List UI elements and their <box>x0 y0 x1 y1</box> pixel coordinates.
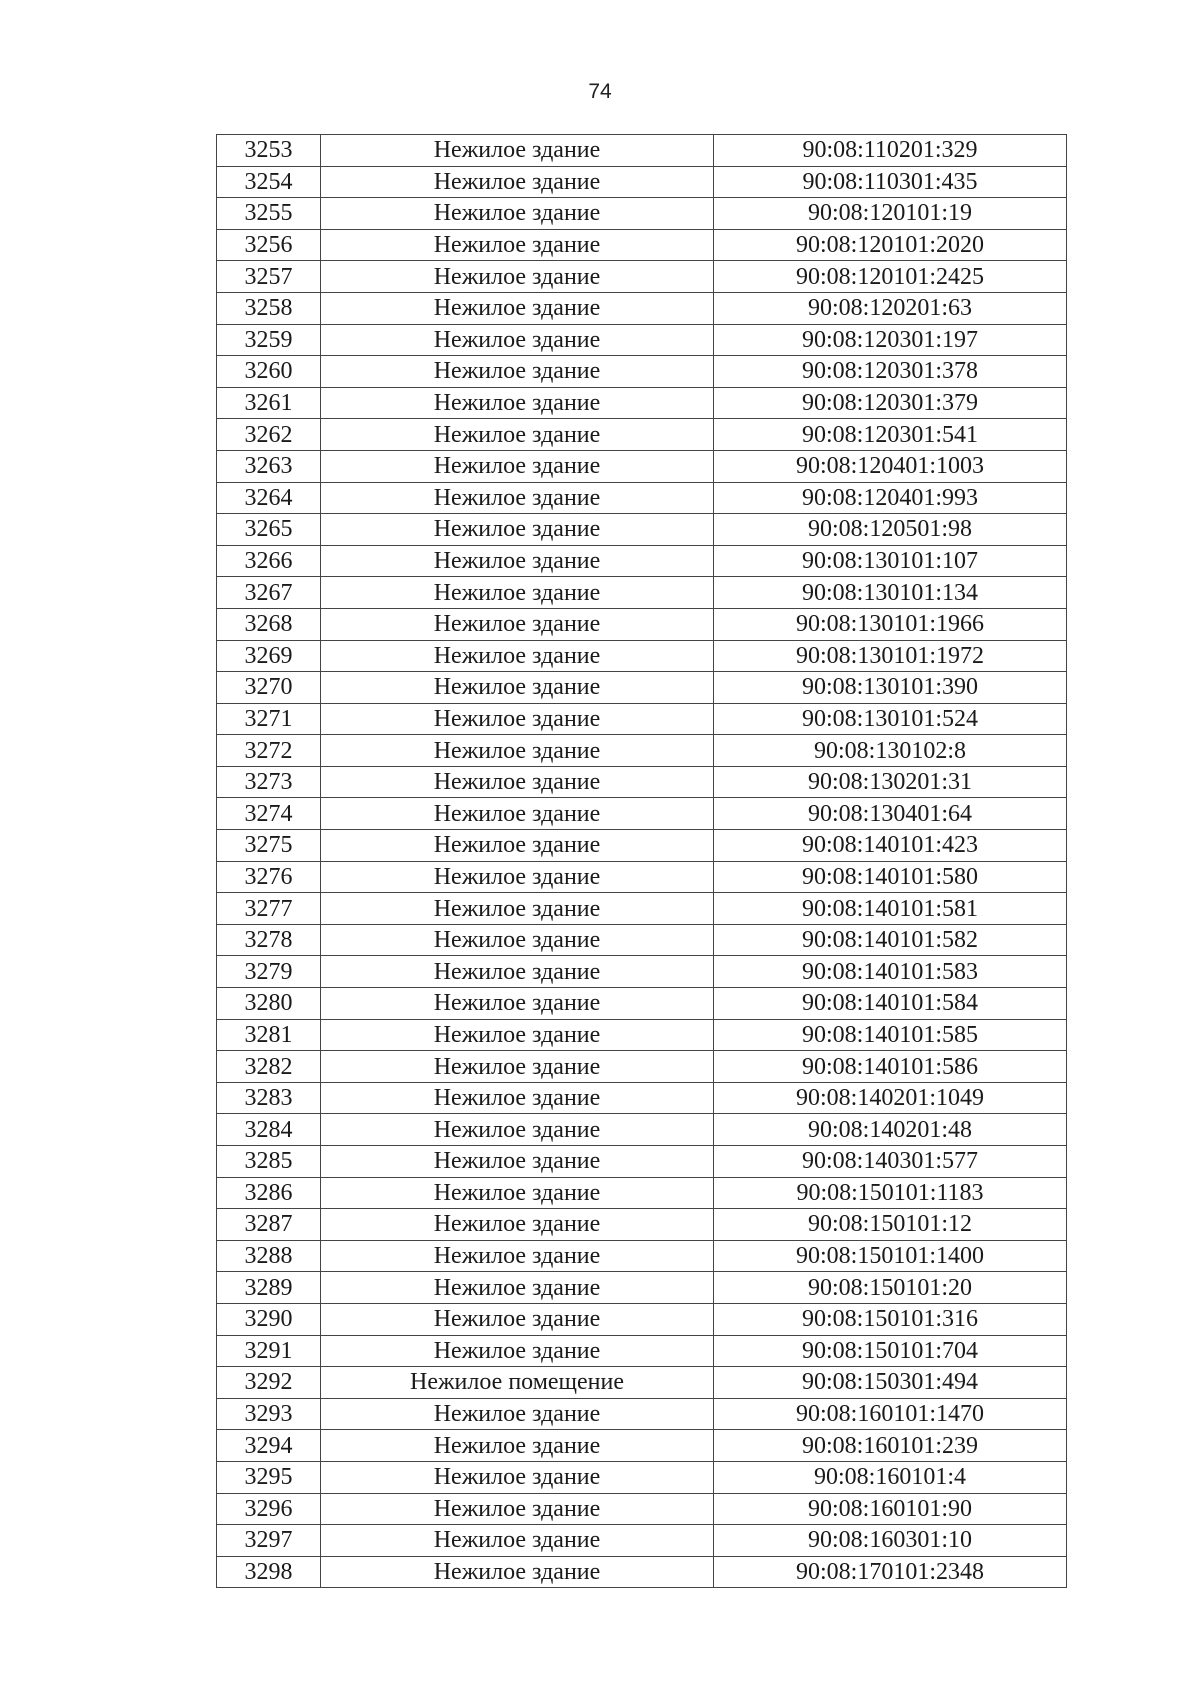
object-type-cell: Нежилое здание <box>321 1146 714 1178</box>
object-type-cell: Нежилое здание <box>321 545 714 577</box>
row-number-cell: 3274 <box>217 798 321 830</box>
table-row <box>217 640 1067 672</box>
row-number-cell: 3256 <box>217 229 321 261</box>
cadastral-number-cell: 90:08:140101:586 <box>714 1051 1067 1083</box>
cadastral-number-cell: 90:08:170101:2348 <box>714 1556 1067 1588</box>
table-row <box>217 1335 1067 1367</box>
row-number-cell: 3292 <box>217 1367 321 1399</box>
object-type-cell: Нежилое здание <box>321 988 714 1020</box>
table-row <box>217 419 1067 451</box>
cadastral-number-cell: 90:08:120301:379 <box>714 387 1067 419</box>
row-number-cell: 3271 <box>217 703 321 735</box>
cadastral-number-cell: 90:08:160301:10 <box>714 1525 1067 1557</box>
table-row <box>217 1240 1067 1272</box>
object-type-cell: Нежилое здание <box>321 387 714 419</box>
cadastral-number-cell: 90:08:150101:1400 <box>714 1240 1067 1272</box>
cadastral-number-cell: 90:08:120401:993 <box>714 482 1067 514</box>
table-row <box>217 387 1067 419</box>
object-type-cell: Нежилое здание <box>321 1525 714 1557</box>
table-row <box>217 1272 1067 1304</box>
row-number-cell: 3282 <box>217 1051 321 1083</box>
row-number-cell: 3253 <box>217 135 321 167</box>
row-number-cell: 3265 <box>217 514 321 546</box>
table-row <box>217 1082 1067 1114</box>
cadastral-number-cell: 90:08:130201:31 <box>714 766 1067 798</box>
row-number-cell: 3291 <box>217 1335 321 1367</box>
object-type-cell: Нежилое здание <box>321 1430 714 1462</box>
row-number-cell: 3281 <box>217 1019 321 1051</box>
object-type-cell: Нежилое здание <box>321 861 714 893</box>
row-number-cell: 3278 <box>217 924 321 956</box>
cadastral-number-cell: 90:08:130101:107 <box>714 545 1067 577</box>
table-row <box>217 229 1067 261</box>
cadastral-number-cell: 90:08:150101:20 <box>714 1272 1067 1304</box>
cadastral-number-cell: 90:08:120301:541 <box>714 419 1067 451</box>
object-type-cell: Нежилое здание <box>321 229 714 261</box>
object-type-cell: Нежилое здание <box>321 324 714 356</box>
row-number-cell: 3279 <box>217 956 321 988</box>
row-number-cell: 3286 <box>217 1177 321 1209</box>
cadastral-number-cell: 90:08:150101:316 <box>714 1303 1067 1335</box>
object-type-cell: Нежилое здание <box>321 356 714 388</box>
row-number-cell: 3255 <box>217 198 321 230</box>
row-number-cell: 3295 <box>217 1461 321 1493</box>
table-row <box>217 135 1067 167</box>
row-number-cell: 3254 <box>217 166 321 198</box>
row-number-cell: 3273 <box>217 766 321 798</box>
table-row <box>217 672 1067 704</box>
table-row <box>217 608 1067 640</box>
cadastral-number-cell: 90:08:110301:435 <box>714 166 1067 198</box>
table-row <box>217 1114 1067 1146</box>
cadastral-number-cell: 90:08:160101:1470 <box>714 1398 1067 1430</box>
row-number-cell: 3263 <box>217 450 321 482</box>
table-row <box>217 482 1067 514</box>
object-type-cell: Нежилое здание <box>321 608 714 640</box>
object-type-cell: Нежилое здание <box>321 1051 714 1083</box>
object-type-cell: Нежилое здание <box>321 893 714 925</box>
table-row <box>217 1493 1067 1525</box>
object-type-cell: Нежилое здание <box>321 956 714 988</box>
object-type-cell: Нежилое здание <box>321 1082 714 1114</box>
cadastral-number-cell: 90:08:120501:98 <box>714 514 1067 546</box>
cadastral-number-cell: 90:08:150101:1183 <box>714 1177 1067 1209</box>
row-number-cell: 3268 <box>217 608 321 640</box>
table-row <box>217 1525 1067 1557</box>
cadastral-number-cell: 90:08:140101:581 <box>714 893 1067 925</box>
table-row <box>217 988 1067 1020</box>
object-type-cell: Нежилое здание <box>321 135 714 167</box>
table-row <box>217 1019 1067 1051</box>
cadastral-number-cell: 90:08:150301:494 <box>714 1367 1067 1399</box>
object-type-cell: Нежилое здание <box>321 419 714 451</box>
cadastral-number-cell: 90:08:110201:329 <box>714 135 1067 167</box>
object-type-cell: Нежилое здание <box>321 1272 714 1304</box>
row-number-cell: 3285 <box>217 1146 321 1178</box>
object-type-cell: Нежилое здание <box>321 1019 714 1051</box>
object-type-cell: Нежилое здание <box>321 166 714 198</box>
object-type-cell: Нежилое здание <box>321 640 714 672</box>
row-number-cell: 3284 <box>217 1114 321 1146</box>
cadastral-number-cell: 90:08:140101:580 <box>714 861 1067 893</box>
row-number-cell: 3258 <box>217 292 321 324</box>
table-row <box>217 514 1067 546</box>
object-type-cell: Нежилое здание <box>321 1493 714 1525</box>
cadastral-number-cell: 90:08:130401:64 <box>714 798 1067 830</box>
cadastral-number-cell: 90:08:140101:423 <box>714 830 1067 862</box>
row-number-cell: 3269 <box>217 640 321 672</box>
cadastral-number-cell: 90:08:140301:577 <box>714 1146 1067 1178</box>
row-number-cell: 3296 <box>217 1493 321 1525</box>
row-number-cell: 3287 <box>217 1209 321 1241</box>
cadastral-number-cell: 90:08:140101:584 <box>714 988 1067 1020</box>
cadastral-number-cell: 90:08:160101:239 <box>714 1430 1067 1462</box>
cadastral-number-cell: 90:08:120101:2020 <box>714 229 1067 261</box>
row-number-cell: 3260 <box>217 356 321 388</box>
object-type-cell: Нежилое здание <box>321 766 714 798</box>
cadastral-number-cell: 90:08:160101:4 <box>714 1461 1067 1493</box>
object-type-cell: Нежилое здание <box>321 1556 714 1588</box>
row-number-cell: 3262 <box>217 419 321 451</box>
cadastral-number-cell: 90:08:120101:19 <box>714 198 1067 230</box>
cadastral-number-cell: 90:08:140101:583 <box>714 956 1067 988</box>
table-row <box>217 1430 1067 1462</box>
cadastral-number-cell: 90:08:150101:12 <box>714 1209 1067 1241</box>
object-type-cell: Нежилое здание <box>321 514 714 546</box>
row-number-cell: 3289 <box>217 1272 321 1304</box>
table-row <box>217 1051 1067 1083</box>
row-number-cell: 3277 <box>217 893 321 925</box>
table-row <box>217 766 1067 798</box>
table-row <box>217 324 1067 356</box>
object-type-cell: Нежилое здание <box>321 1209 714 1241</box>
cadastral-number-cell: 90:08:140101:585 <box>714 1019 1067 1051</box>
object-type-cell: Нежилое здание <box>321 924 714 956</box>
table-row <box>217 1146 1067 1178</box>
table-row <box>217 1398 1067 1430</box>
cadastral-number-cell: 90:08:120301:197 <box>714 324 1067 356</box>
cadastral-number-cell: 90:08:150101:704 <box>714 1335 1067 1367</box>
cadastral-number-cell: 90:08:120201:63 <box>714 292 1067 324</box>
row-number-cell: 3267 <box>217 577 321 609</box>
row-number-cell: 3280 <box>217 988 321 1020</box>
cadastral-number-cell: 90:08:130102:8 <box>714 735 1067 767</box>
cadastral-number-cell: 90:08:140101:582 <box>714 924 1067 956</box>
table-row <box>217 1177 1067 1209</box>
table-row <box>217 1367 1067 1399</box>
object-type-cell: Нежилое здание <box>321 1335 714 1367</box>
table-row <box>217 735 1067 767</box>
object-type-cell: Нежилое здание <box>321 830 714 862</box>
cadastral-number-cell: 90:08:120101:2425 <box>714 261 1067 293</box>
cadastral-number-cell: 90:08:120301:378 <box>714 356 1067 388</box>
row-number-cell: 3272 <box>217 735 321 767</box>
property-table <box>216 134 1067 1588</box>
table-row <box>217 893 1067 925</box>
cadastral-number-cell: 90:08:160101:90 <box>714 1493 1067 1525</box>
table-row <box>217 924 1067 956</box>
object-type-cell: Нежилое здание <box>321 1114 714 1146</box>
row-number-cell: 3293 <box>217 1398 321 1430</box>
table-row <box>217 956 1067 988</box>
object-type-cell: Нежилое здание <box>321 261 714 293</box>
table-row <box>217 1209 1067 1241</box>
object-type-cell: Нежилое помещение <box>321 1367 714 1399</box>
table-row <box>217 798 1067 830</box>
table-row <box>217 1556 1067 1588</box>
object-type-cell: Нежилое здание <box>321 577 714 609</box>
row-number-cell: 3297 <box>217 1525 321 1557</box>
cadastral-number-cell: 90:08:140201:1049 <box>714 1082 1067 1114</box>
object-type-cell: Нежилое здание <box>321 703 714 735</box>
object-type-cell: Нежилое здание <box>321 1303 714 1335</box>
row-number-cell: 3298 <box>217 1556 321 1588</box>
table-row <box>217 703 1067 735</box>
table-row <box>217 166 1067 198</box>
object-type-cell: Нежилое здание <box>321 450 714 482</box>
row-number-cell: 3294 <box>217 1430 321 1462</box>
object-type-cell: Нежилое здание <box>321 672 714 704</box>
cadastral-number-cell: 90:08:120401:1003 <box>714 450 1067 482</box>
table-row <box>217 861 1067 893</box>
row-number-cell: 3270 <box>217 672 321 704</box>
object-type-cell: Нежилое здание <box>321 198 714 230</box>
row-number-cell: 3283 <box>217 1082 321 1114</box>
cadastral-number-cell: 90:08:130101:1972 <box>714 640 1067 672</box>
table-row <box>217 545 1067 577</box>
table-row <box>217 261 1067 293</box>
cadastral-number-cell: 90:08:130101:134 <box>714 577 1067 609</box>
table-row <box>217 830 1067 862</box>
object-type-cell: Нежилое здание <box>321 1398 714 1430</box>
row-number-cell: 3261 <box>217 387 321 419</box>
table-row <box>217 1461 1067 1493</box>
table-row <box>217 450 1067 482</box>
row-number-cell: 3275 <box>217 830 321 862</box>
table-row <box>217 198 1067 230</box>
object-type-cell: Нежилое здание <box>321 798 714 830</box>
row-number-cell: 3290 <box>217 1303 321 1335</box>
row-number-cell: 3264 <box>217 482 321 514</box>
cadastral-number-cell: 90:08:130101:1966 <box>714 608 1067 640</box>
table-row <box>217 292 1067 324</box>
cadastral-number-cell: 90:08:130101:390 <box>714 672 1067 704</box>
page-number: 74 <box>588 80 612 103</box>
table-row <box>217 577 1067 609</box>
row-number-cell: 3259 <box>217 324 321 356</box>
row-number-cell: 3288 <box>217 1240 321 1272</box>
object-type-cell: Нежилое здание <box>321 1177 714 1209</box>
object-type-cell: Нежилое здание <box>321 735 714 767</box>
object-type-cell: Нежилое здание <box>321 482 714 514</box>
cadastral-number-cell: 90:08:130101:524 <box>714 703 1067 735</box>
row-number-cell: 3276 <box>217 861 321 893</box>
row-number-cell: 3266 <box>217 545 321 577</box>
row-number-cell: 3257 <box>217 261 321 293</box>
table-row <box>217 1303 1067 1335</box>
object-type-cell: Нежилое здание <box>321 1461 714 1493</box>
object-type-cell: Нежилое здание <box>321 292 714 324</box>
object-type-cell: Нежилое здание <box>321 1240 714 1272</box>
table-row <box>217 356 1067 388</box>
table-body <box>217 135 1067 1588</box>
cadastral-number-cell: 90:08:140201:48 <box>714 1114 1067 1146</box>
